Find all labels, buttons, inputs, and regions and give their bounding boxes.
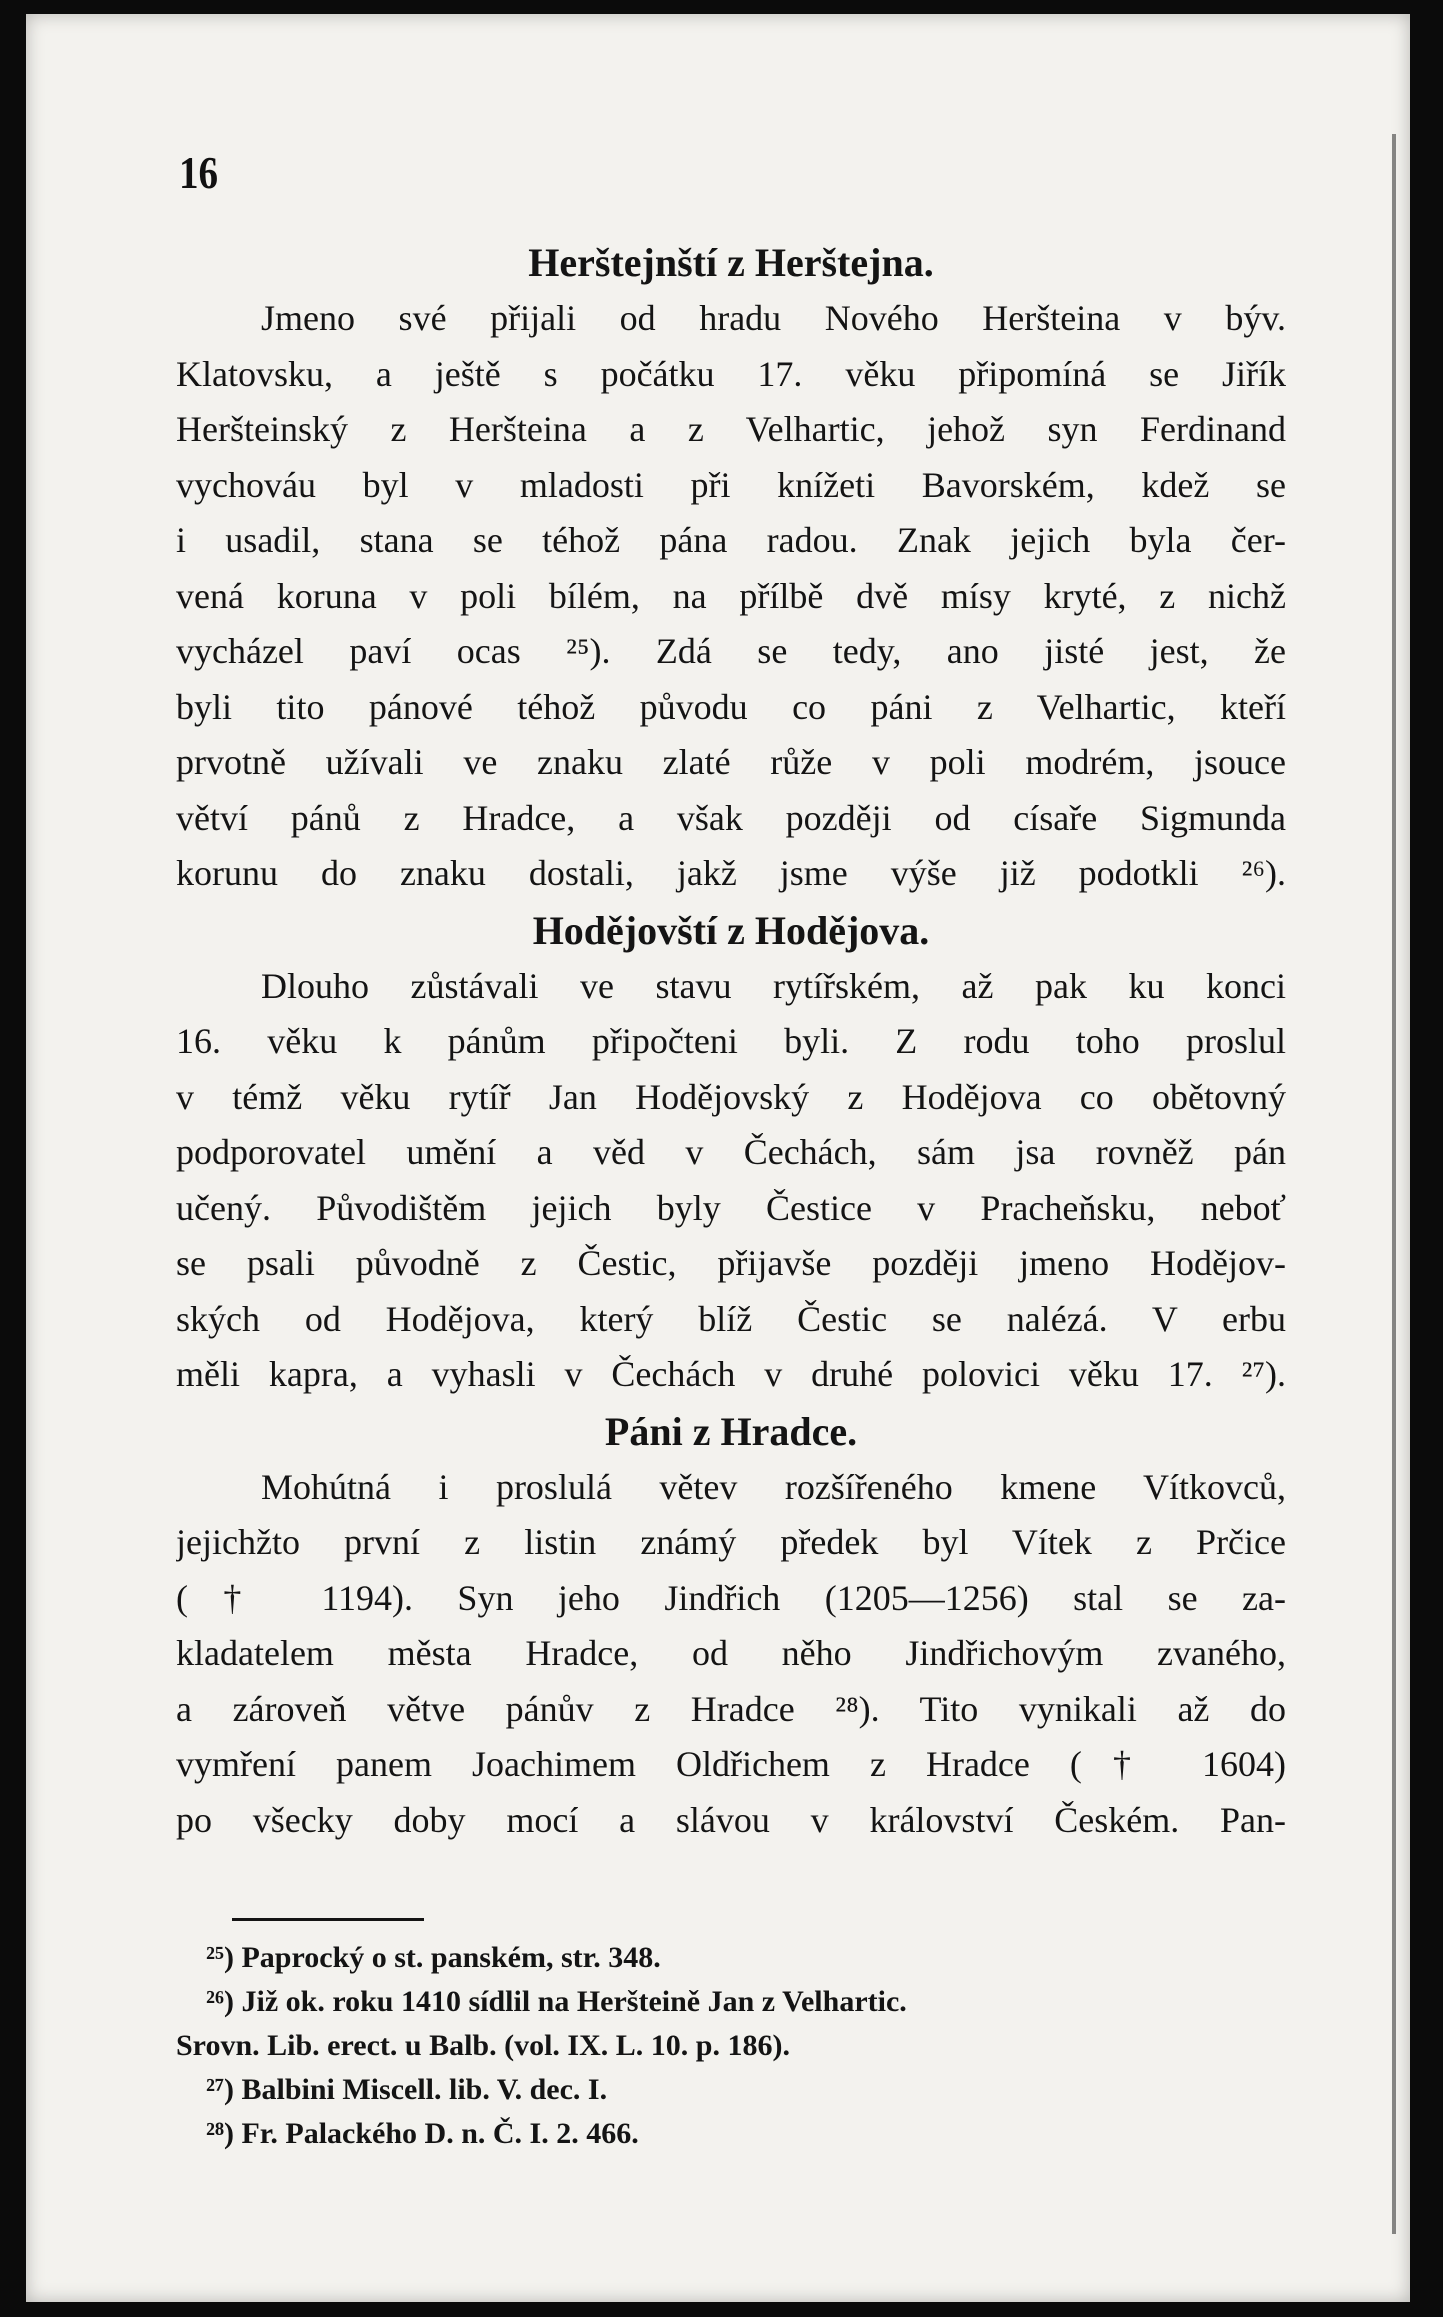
section-heading: Hodějovští z Hodějova. (532, 907, 930, 953)
page-number: 16 (179, 147, 219, 198)
text-line: v témž věku rytíř Jan Hodějovský z Hodějova co obětovný (176, 1076, 1286, 1117)
text-line: vychováu byl v mladosti při knížeti Bavorském, kdež se (176, 464, 1286, 505)
text-line: († 1194). Syn jeho Jindřich (1205—1256) stal se za- (176, 1577, 1286, 1618)
text-line: Mohútná i proslulá větev rozšířeného kmene Vítkovců, (261, 1466, 1286, 1507)
footnote-continuation: Srovn. Lib. erect. u Balb. (vol. IX. L. 10. p. 186). (176, 2029, 790, 2062)
text-line: Jmeno své přijali od hradu Nového Heršteina v býv. (261, 298, 1286, 338)
text-line: kladatelem města Hradce, od něho Jindřichovým zvaného, (176, 1633, 1286, 1673)
section-heading: Herštejnští z Herštejna. (528, 240, 934, 285)
text-line: Dlouho zůstávali ve stavu rytířském, až pak ku konci (261, 965, 1286, 1006)
text-line: 16. věku k pánům připočteni byli. Z rodu toho proslul (176, 1021, 1286, 1061)
text-line: i usadil, stana se téhož pána radou. Znak jejich byla čer- (176, 520, 1286, 560)
text-line: prvotně užívali ve znaku zlaté růže v poli modrém, jsouce (176, 742, 1286, 782)
text-line: větví pánů z Hradce, a však později od císaře Sigmunda (176, 797, 1286, 838)
text-line: učený. Původištěm jejich byly Čestice v Pracheňsku, neboť (176, 1187, 1286, 1228)
text-line: korunu do znaku dostali, jakž jsme výše již podotkli ²⁶). (176, 853, 1286, 893)
text-line: vená koruna v poli bílém, na přílbě dvě mísy kryté, z nichž (176, 575, 1286, 616)
page-edge-shadow (1392, 134, 1396, 2234)
text-line: Heršteinský z Heršteina a z Velhartic, jehož syn Ferdinand (176, 409, 1286, 449)
text-line: ských od Hodějova, který blíž Čestic se nalézá. V erbu (176, 1298, 1286, 1339)
text-line: Klatovsku, a ještě s počátku 17. věku připomíná se Jiřík (176, 353, 1286, 394)
footnote: ²⁸) Fr. Palackého D. n. Č. I. 2. 466. (206, 2117, 639, 2150)
text-line: se psali původně z Čestic, přijavše později jmeno Hodějov- (176, 1243, 1286, 1283)
footnote-divider (232, 1918, 424, 1921)
section-heading: Páni z Hradce. (604, 1408, 858, 1454)
book-page (26, 14, 1410, 2302)
footnote: ²⁵) Paprocký o st. panském, str. 348. (206, 1941, 661, 1974)
text-line: měli kapra, a vyhasli v Čechách v druhé polovici věku 17. ²⁷). (176, 1354, 1286, 1394)
footnotes (176, 1936, 1286, 2156)
text-line: po všecky doby mocí a slávou v království Českém. Pan- (176, 1799, 1286, 1840)
footnote: ²⁶) Již ok. roku 1410 sídlil na Heršteině Jan z Velhartic. (206, 1985, 907, 2018)
text-line: vymření panem Joachimem Oldřichem z Hradce († 1604) (176, 1744, 1286, 1784)
text-line: podporovatel umění a věd v Čechách, sám jsa rovněž pán (176, 1132, 1286, 1172)
footnote: ²⁷) Balbini Miscell. lib. V. dec. I. (206, 2073, 608, 2106)
text-line: byli tito pánové téhož původu co páni z Velhartic, kteří (176, 686, 1286, 727)
text-line: vycházel paví ocas ²⁵). Zdá se tedy, ano jisté jest, že (176, 631, 1286, 671)
text-line: a zároveň větve pánův z Hradce ²⁸). Tito vynikali až do (176, 1688, 1286, 1729)
main-text (176, 234, 1286, 1848)
text-line: jejichžto první z listin známý předek byl Vítek z Prčice (176, 1522, 1286, 1562)
